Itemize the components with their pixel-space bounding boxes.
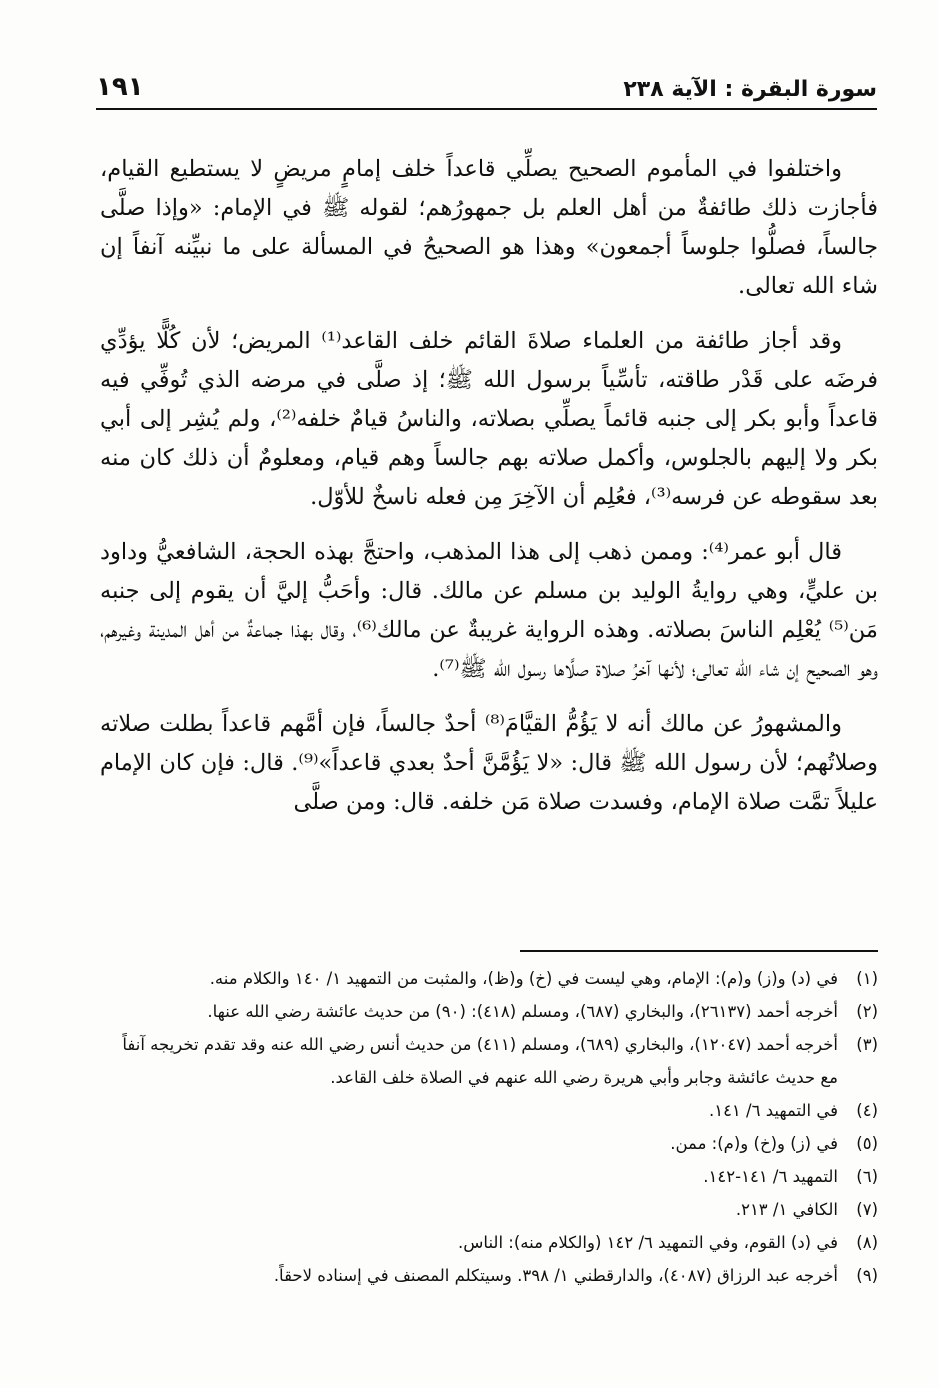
footnote-text: أخرجه عبد الرزاق (٤٠٨٧)، والدارقطني ١/ ٣٩٨. وسيتكلم المصنف في إسناده لاحقاً. [273, 1266, 838, 1285]
paragraph: قال أبو عمر⁽⁴⁾: وممن ذهب إلى هذا المذهب، واحتجَّ بهذه الحجة، الشافعيُّ وداود بن عليٍّ، وهي روايةُ الوليد بن مسلم عن مالك. قال: وأحَبُّ إليَّ أن يقوم إلى جنبه مَن⁽⁵⁾ يُعْلِم الناسَ بصلاته. وهذه الرواية غريبةٌ عن مالك⁽⁶⁾، وقال بهذا جماعةٌ من أهل المدينة وغيرهم، وهو الصحيح إن شاء الله تعالى؛ لأنها آخرُ صلاة صلَّاها رسول الله ﷺ⁽⁷⁾. [100, 539, 878, 682]
footnote [100, 1094, 878, 1127]
footnote-separator [520, 950, 878, 952]
footnote-number: (٣) [856, 1035, 878, 1054]
footnote-text: في (د) و(ز) و(م): الإمام، وهي ليست في (خ) و(ظ)، والمثبت من التمهيد ١/ ١٤٠ والكلام منه. [209, 969, 838, 988]
footnote-text: في (د) القوم، وفي التمهيد ٦/ ١٤٢ (والكلام منه): الناس. [458, 1233, 838, 1252]
header-title: سورة البقرة : الآية ٢٣٨ [623, 77, 877, 102]
footnote-number: (٦) [856, 1167, 878, 1186]
footnote [100, 1193, 878, 1226]
footnote-number: (٢) [856, 1002, 878, 1021]
main-text [100, 150, 878, 838]
page-number: ١٩١ [96, 72, 144, 102]
footnote [100, 1160, 878, 1193]
footnote [100, 995, 878, 1028]
footnote [100, 1259, 878, 1292]
footnotes [100, 962, 878, 1292]
footnote-text: أخرجه أحمد (١٢٠٤٧)، والبخاري (٦٨٩)، ومسلم (٤١١) من حديث أنس رضي الله عنه وقد تقدم تخريجه آنفاً مع حديث عائشة وجابر وأبي هريرة رضي الله عنهم في الصلاة خلف القاعد. [122, 1035, 838, 1087]
footnote-text: في (ز) و(خ) و(م): ممن. [670, 1134, 838, 1153]
footnote-number: (٨) [856, 1233, 878, 1252]
footnote-text: التمهيد ٦/ ١٤١-١٤٢. [703, 1167, 838, 1186]
footnote-text: الكافي ١/ ٢١٣. [735, 1200, 838, 1219]
paragraph: واختلفوا في المأموم الصحيح يصلِّي قاعداً خلف إمامٍ مريضٍ لا يستطيع القيام، فأجازت ذلك طائفةٌ من أهل العلم بل جمهورُهم؛ لقوله ﷺ في الإمام: «وإذا صلَّى جالساً، فصلُّوا جلوساً أجمعون» وهذا هو الصحيحُ في المسألة على ما نبيِّنه آنفاً إن شاء الله تعالى. [100, 156, 878, 299]
footnote-number: (٩) [856, 1266, 878, 1285]
footnote [100, 1226, 878, 1259]
footnote-text: في التمهيد ٦/ ١٤١. [708, 1101, 838, 1120]
paragraph: والمشهورُ عن مالك أنه لا يَؤُمُّ القيَّامَ⁽⁸⁾ أحدٌ جالساً، فإن أمَّهم قاعداً بطلت صلاته وصلاتُهم؛ لأن رسول الله ﷺ قال: «لا يَؤُمَّنَّ أحدٌ بعدي قاعداً»⁽⁹⁾. قال: فإن كان الإمام عليلاً تمَّت صلاة الإمام، وفسدت صلاة مَن خلفه. قال: ومن صلَّى [100, 711, 878, 815]
footnote-number: (١) [856, 969, 878, 988]
paragraph: وقد أجاز طائفة من العلماء صلاةَ القائم خلف القاعد⁽¹⁾ المريض؛ لأن كُلًّا يؤدِّي فرضَه على قَدْر طاقته، تأسِّياً برسول الله ﷺ؛ إذ صلَّى في مرضه الذي تُوفِّي فيه قاعداً وأبو بكر إلى جنبه قائماً يصلِّي بصلاته، والناسُ قيامٌ خلفه⁽²⁾، ولم يُشِر إلى أبي بكر ولا إليهم بالجلوس، وأكمل صلاته بهم جالساً وهم قيام، ومعلومٌ أن ذلك كان منه بعد سقوطه عن فرسه⁽³⁾، فعُلِم أن الآخِرَ مِن فعله ناسخٌ للأوّل. [100, 328, 878, 510]
footnote-number: (٧) [856, 1200, 878, 1219]
running-header [96, 62, 877, 110]
footnote [100, 962, 878, 995]
footnote [100, 1127, 878, 1160]
footnote-number: (٥) [856, 1134, 878, 1153]
footnote [100, 1028, 878, 1094]
footnote-text: أخرجه أحمد (٢٦١٣٧)، والبخاري (٦٨٧)، ومسلم (٤١٨): (٩٠) من حديث عائشة رضي الله عنها. [207, 1002, 838, 1021]
footnote-number: (٤) [856, 1101, 878, 1120]
